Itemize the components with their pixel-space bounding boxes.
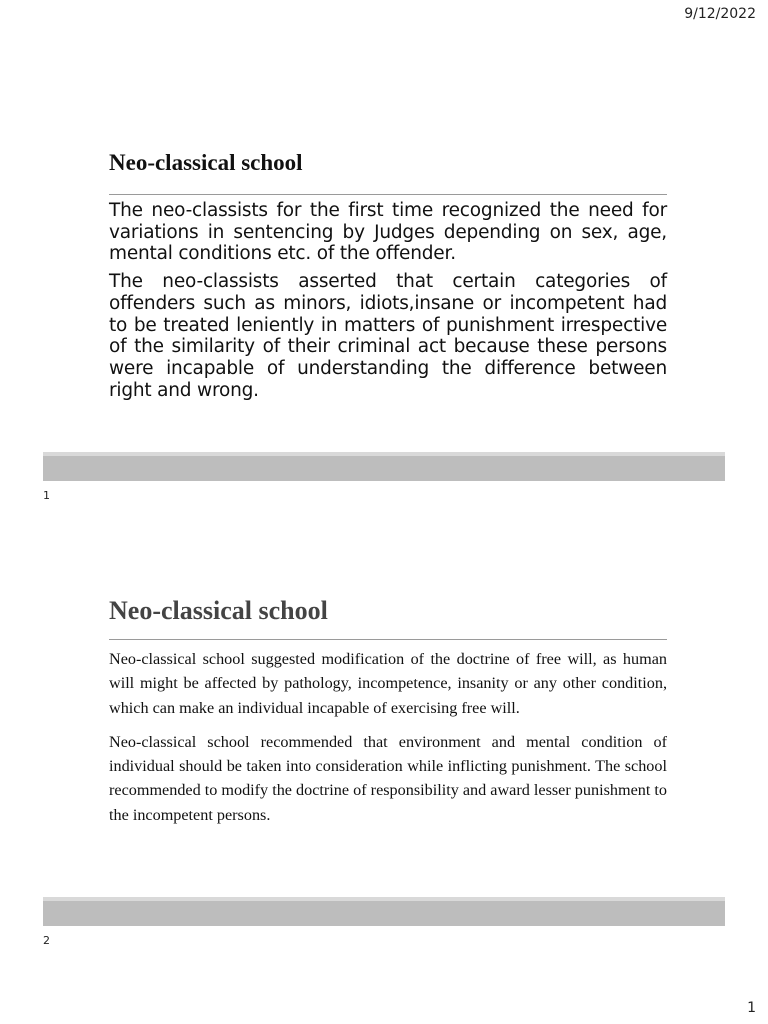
title-divider — [109, 639, 667, 640]
page-number: 1 — [747, 1000, 756, 1016]
slide-footer-bar — [43, 901, 725, 926]
paragraph: The neo-classists asserted that certain categories of offenders such as minors, idiots,insane or incompetent had to be treated leniently in matters of punishment irrespective of the similarity of their criminal act because these persons were incapable of understanding the difference between right and wrong. — [109, 271, 667, 401]
slide-title: Neo-classical school — [109, 596, 328, 625]
paragraph: Neo-classical school suggested modification of the doctrine of free will, as human will might be affected by pathology, incompetence, insanity or any other condition, which can make an individual incapable of exercising free will. — [109, 650, 667, 717]
slide-body — [109, 200, 667, 401]
slide-footer-bar — [43, 456, 725, 481]
print-date: 9/12/2022 — [684, 6, 756, 22]
title-divider — [109, 194, 667, 195]
paragraph: The neo-classists for the first time recognized the need for variations in sentencing by Judges depending on sex, age, mental conditions etc. of the offender. — [109, 200, 667, 265]
slide-body — [109, 647, 667, 827]
slide-title: Neo-classical school — [109, 150, 303, 175]
slide-number: 1 — [43, 489, 50, 502]
slide-number: 2 — [43, 934, 50, 947]
paragraph: Neo-classical school recommended that environment and mental condition of individual should be taken into consideration while inflicting punishment. The school recommended to modify the doctrine of responsibility and award lesser punishment to the incompetent persons. — [109, 732, 667, 824]
